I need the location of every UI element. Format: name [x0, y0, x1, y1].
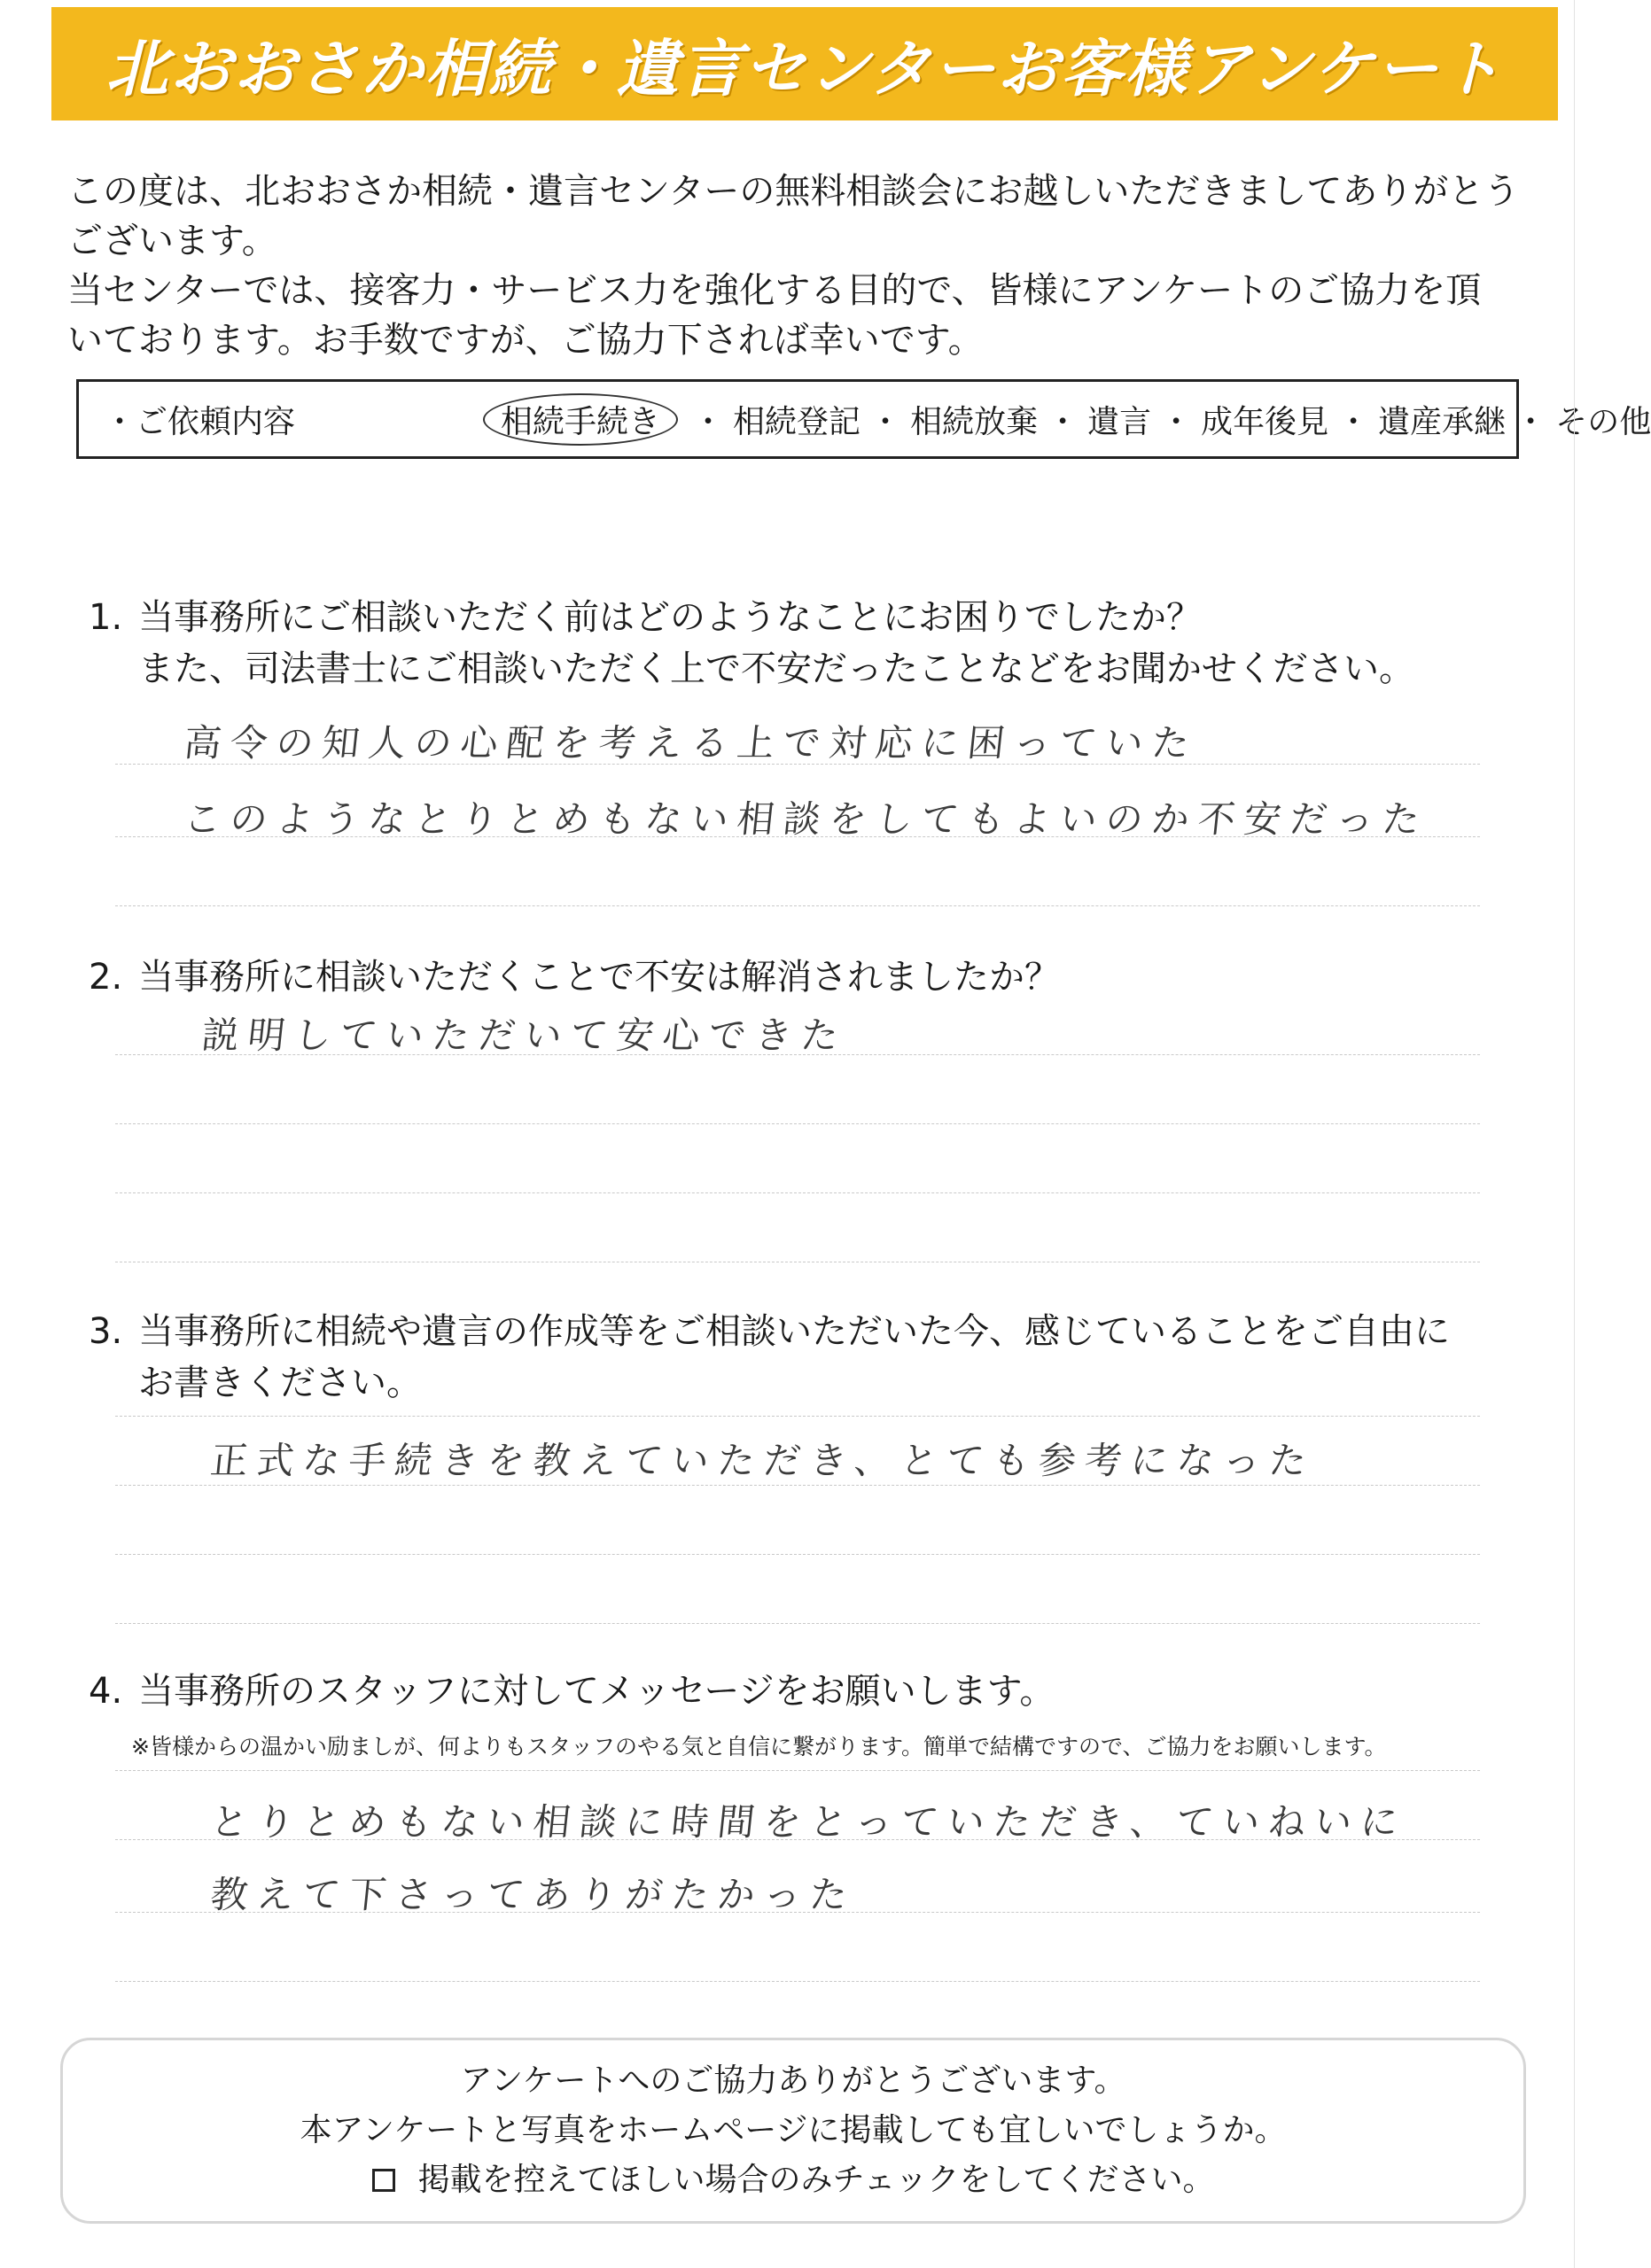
- question-number: 1.: [89, 597, 123, 638]
- intro-line: いております。お手数ですが、ご協力下されば幸いです。: [67, 320, 984, 361]
- question-number: 2.: [89, 957, 123, 998]
- intro-text: [67, 167, 1538, 365]
- ruled-line: [115, 1912, 1480, 1913]
- option-yuigon[interactable]: 遺言: [1087, 403, 1152, 440]
- title-banner: [51, 7, 1558, 120]
- intro-line: ございます。: [67, 221, 277, 261]
- ruled-line: [115, 1485, 1480, 1486]
- question-3: [89, 1306, 1542, 1409]
- answer-handwriting: 教えて下さってありがたかった: [208, 1873, 859, 1916]
- consent-box: [60, 2038, 1526, 2224]
- checkbox-label: 掲載を控えてほしい場合のみチェックをしてください。: [417, 2162, 1215, 2198]
- ruled-line: [115, 1839, 1480, 1840]
- question-text: 当事務所のスタッフに対してメッセージをお願いします。: [138, 1671, 1055, 1712]
- page-edge-line: [1574, 0, 1575, 2268]
- question-text: お書きください。: [138, 1363, 422, 1403]
- ruled-line: [115, 1123, 1480, 1124]
- ruled-line: [115, 1554, 1480, 1555]
- question-text: 当事務所にご相談いただく前はどのようなことにお困りでしたか？: [138, 597, 1202, 638]
- option-isan-shoukei[interactable]: 遺産承継: [1378, 403, 1507, 440]
- option-souzoku-touki[interactable]: 相続登記: [733, 403, 861, 440]
- answer-handwriting: とりとめもない相談に時間をとっていただき、ていねいに: [208, 1800, 1409, 1844]
- ruled-line: [115, 1623, 1480, 1624]
- question-text: また、司法書士にご相談いただく上で不安だったことなどをお聞かせください。: [138, 649, 1414, 689]
- ruled-line: [115, 764, 1480, 765]
- separator: ・: [1160, 403, 1193, 440]
- ruled-line: [115, 1054, 1480, 1055]
- question-text: 当事務所に相続や遺言の作成等をご相談いただいた今、感じていることをご自由に: [138, 1311, 1450, 1352]
- separator: ・: [692, 403, 725, 440]
- question-number: 3.: [89, 1311, 123, 1352]
- ruled-line: [115, 1192, 1480, 1193]
- ruled-line: [115, 1770, 1480, 1771]
- answer-handwriting: 正式な手続きを教えていただき、とても参考になった: [208, 1439, 1318, 1482]
- intro-line: 当センターでは、接客力・サービス力を強化する目的で、皆様にアンケートのご協力を頂: [67, 270, 1482, 311]
- opt-out-checkbox[interactable]: [372, 2169, 395, 2192]
- question-1: [89, 592, 1542, 695]
- question-number: 4.: [89, 1671, 123, 1712]
- option-seinen-kouken[interactable]: 成年後見: [1201, 403, 1329, 440]
- consent-row: [63, 2155, 1523, 2205]
- intro-line: この度は、北おおさか相続・遺言センターの無料相談会にお越しいただきましてありがとう: [67, 171, 1520, 212]
- answer-handwriting: 説明していただいて安心できた: [199, 1014, 850, 1057]
- footer-question: 本アンケートと写真をホームページに掲載しても宜しいでしょうか。: [300, 2112, 1287, 2148]
- question-text: 当事務所に相談いただくことで不安は解消されましたか？: [138, 957, 1060, 998]
- footer-thanks: アンケートへのご協力ありがとうございます。: [460, 2062, 1126, 2099]
- answer-handwriting: 高令の知人の心配を考える上で対応に困っていた: [182, 721, 1201, 765]
- request-type-box: [76, 379, 1651, 459]
- question-note: ※皆様からの温かい励ましが、何よりもスタッフのやる気と自信に繋がります。簡単で結構ですので、ご協力をお願いします。: [131, 1734, 1387, 1759]
- request-type-label: ・ご依頼内容: [104, 403, 296, 440]
- question-4: [89, 1666, 1542, 1717]
- ruled-line: [115, 1416, 1480, 1417]
- ruled-line: [115, 905, 1480, 906]
- separator: ・: [1515, 403, 1547, 440]
- answer-handwriting: このようなとりとめもない相談をしてもよいのか不安だった: [182, 797, 1431, 841]
- separator: ・: [869, 403, 902, 440]
- question-2: [89, 951, 1542, 1003]
- ruled-line: [115, 836, 1480, 837]
- option-sonota[interactable]: その他: [1555, 403, 1651, 440]
- page-title: 北おおさか相続・遺言センターお客様アンケート: [105, 32, 1504, 105]
- ruled-line: [115, 1981, 1480, 1982]
- option-souzoku-houki[interactable]: 相続放棄: [910, 403, 1039, 440]
- option-souzoku-tetsuzuki[interactable]: 相続手続き: [483, 393, 678, 446]
- separator: ・: [1047, 403, 1079, 440]
- request-options: [490, 393, 1651, 446]
- separator: ・: [1337, 403, 1370, 440]
